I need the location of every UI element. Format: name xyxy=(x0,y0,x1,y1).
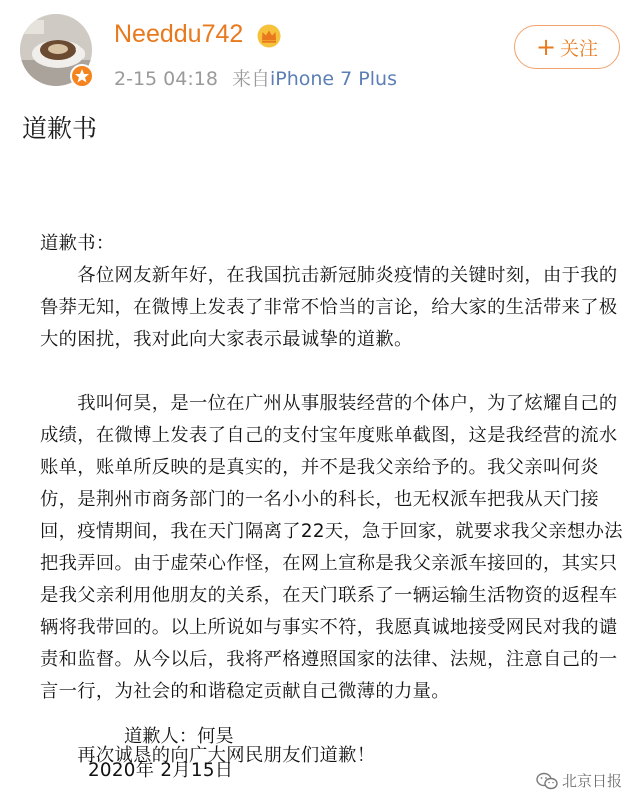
apology-letter-image[interactable] xyxy=(40,228,630,772)
follow-label: 关注 xyxy=(560,37,599,60)
letter-paragraph: 各位网友新年好，在我国抗击新冠肺炎疫情的关键时刻，由于我的鲁莽无知，在微博上发表了非常不恰当的言论，给大家的生活带来了极大的困扰，我对此向大家表示最诚挚的道歉。 xyxy=(40,265,618,350)
post-timestamp: 2-15 04:18 xyxy=(114,68,218,90)
letter-paragraph: 我叫何昊，是一位在广州从事服装经营的个体户，为了炫耀自己的成绩，在微博上发表了自己的支付宝年度账单截图，这是我经营的流水账单，账单所反映的是真实的，并不是我父亲给予的。我父亲叫何炎仿，是荆州市商务部门的一名小小的科长，也无权派车把我从天门接回，疫情期间，我在天门隔离了22天，急于回家，就要求我父亲想办法把我弄回。由于虚荣心作怪，在网上宣称是我父亲派车接回的，其实只是我父亲利用他朋友的关系，在天门联系了一辆运输生活物资的返程车辆将我带回的。以上所说如与事实不符，我愿真诚地接受网民对我的谴责和监督。从今以后，我将严格遵照国家的法律、法规，注意自己的一言一行，为社会的和谐稳定贡献自己微薄的力量。 xyxy=(40,393,623,702)
username[interactable]: Needdu742 xyxy=(114,20,244,48)
device-source-link[interactable]: iPhone 7 Plus xyxy=(269,68,397,90)
avatar[interactable] xyxy=(20,14,92,86)
watermark-text: 北京日报 xyxy=(562,772,623,790)
post-text: 道歉书 xyxy=(22,114,98,143)
plus-icon: + xyxy=(535,33,557,61)
follow-button[interactable] xyxy=(514,25,620,69)
letter-heading: 道歉书： xyxy=(40,233,115,254)
source-prefix: 来自 xyxy=(231,68,270,90)
watermark xyxy=(536,770,622,791)
letter-paragraph: 再次诚恳的向广大网民朋友们道歉！ xyxy=(40,745,376,766)
wechat-logo-icon xyxy=(536,772,558,790)
verified-badge-icon xyxy=(70,64,94,88)
crown-icon xyxy=(256,24,282,48)
letter-signer: 道歉人：何昊 xyxy=(124,726,234,747)
letter-date: 2020年 2月15日 xyxy=(88,760,234,781)
post-meta xyxy=(114,64,397,91)
